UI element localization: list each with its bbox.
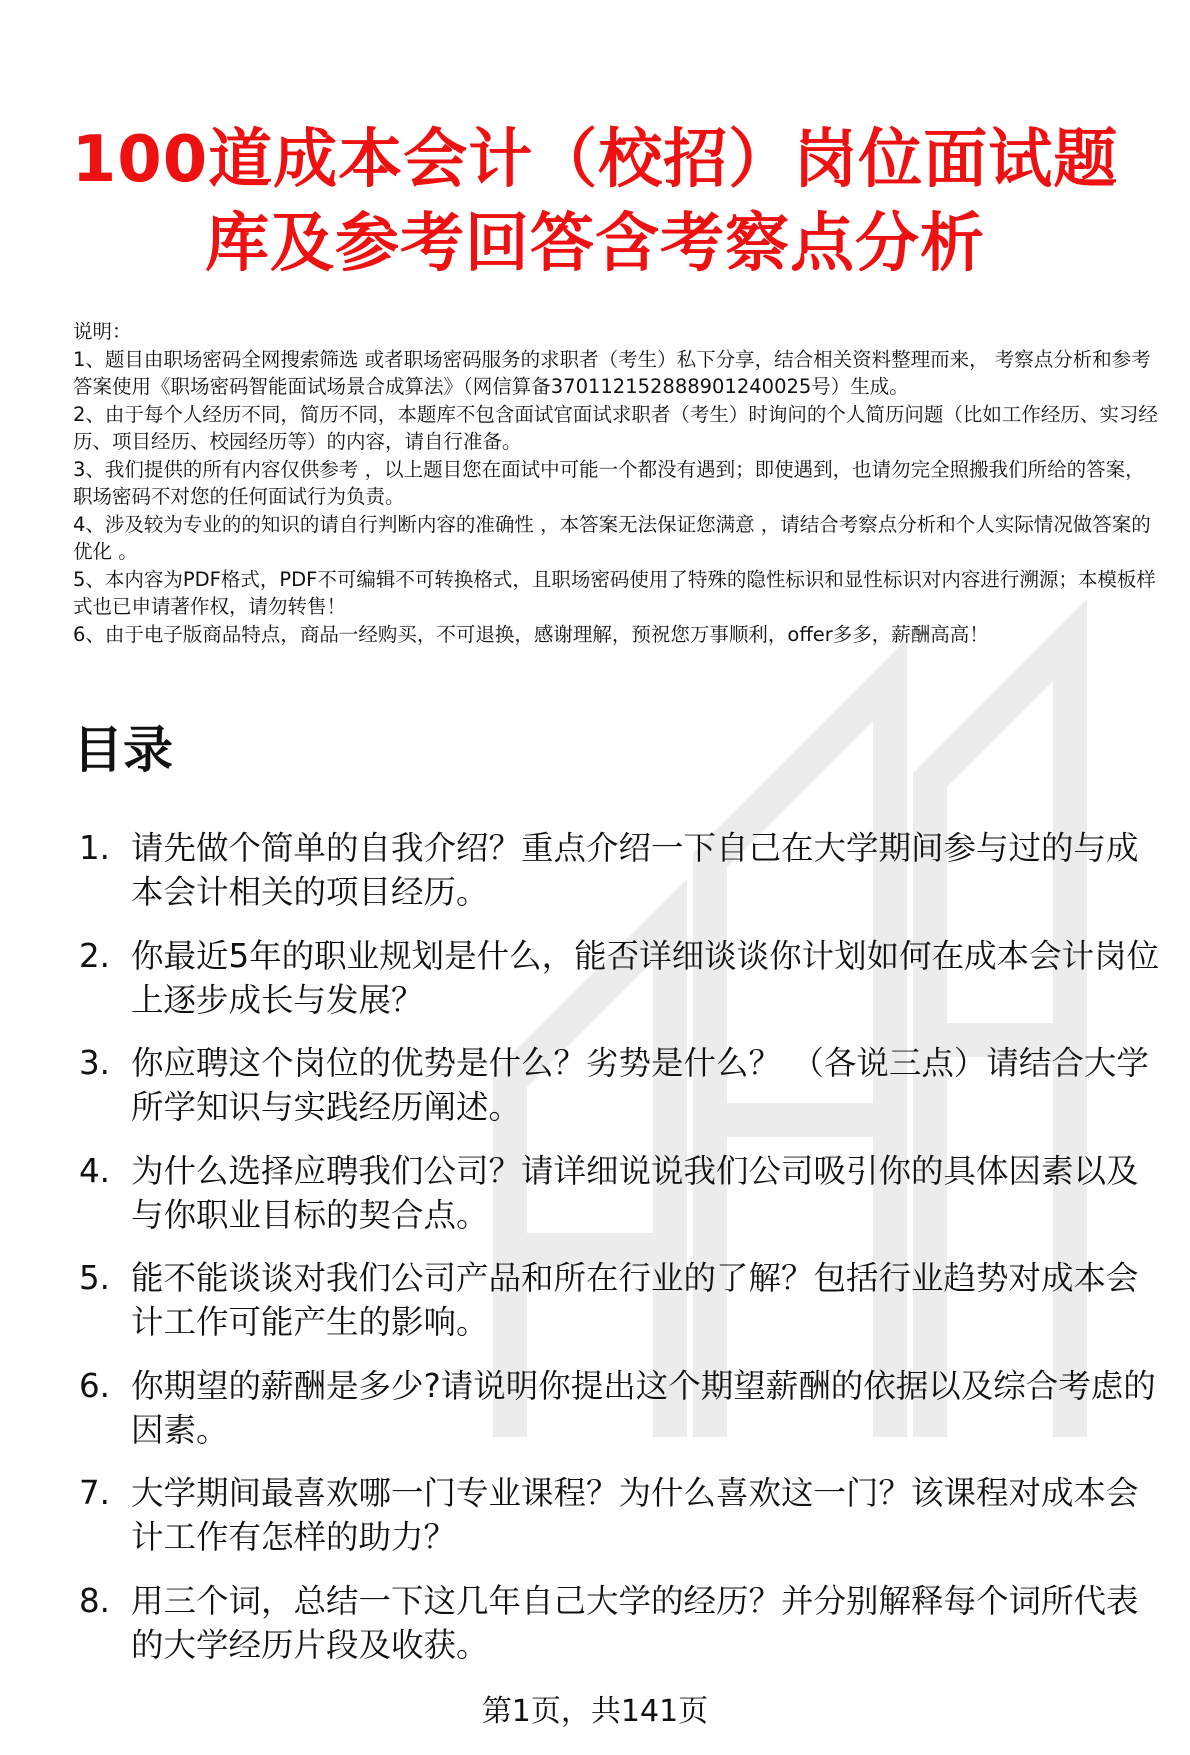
title-line-1: 100道成本会计（校招）岗位面试题	[71, 123, 1119, 197]
note-item: 3、我们提供的所有内容仅供参考 ，以上题目您在面试中可能一个都没有遇到；即使遇到，也请勿完全照搬我们所给的答案，职场密码不对您的任何面试行为负责。	[73, 457, 1145, 508]
toc-item-text: 你期望的薪酬是多少?请说明你提出这个期望薪酬的依据以及综合考虑的因素。	[131, 1366, 1156, 1449]
toc-item-text: 你最近5年的职业规划是什么，能否详细谈谈你计划如何在成本会计岗位上逐步成长与发展？	[131, 936, 1160, 1019]
toc-item[interactable]	[73, 1256, 1163, 1344]
toc-item-number: 1.	[79, 829, 111, 867]
toc-item-text: 为什么选择应聘我们公司？请详细说说我们公司吸引你的具体因素以及与你职业目标的契合点。	[131, 1151, 1139, 1234]
toc-list	[73, 826, 1163, 1686]
toc-item-text: 用三个词，总结一下这几年自己大学的经历？并分别解释每个词所代表的大学经历片段及收获。	[131, 1581, 1139, 1664]
toc-item[interactable]	[73, 1471, 1163, 1559]
toc-item-number: 4.	[79, 1151, 111, 1190]
toc-item-text: 你应聘这个岗位的优势是什么？劣势是什么？ （各说三点）请结合大学所学知识与实践经历阐述。	[131, 1044, 1149, 1126]
note-item: 1、题目由职场密码全网搜索筛选 或者职场密码服务的求职者（考生）私下分享，结合相关资料整理而来， 考察点分析和参考答案使用《职场密码智能面试场景合成算法》（网信算备370112152888901240025号）生成。	[73, 347, 1151, 398]
toc-item[interactable]	[73, 1149, 1163, 1237]
toc-item-number: 8.	[79, 1581, 111, 1620]
page-footer: 第1页，共141页	[481, 1694, 709, 1729]
toc-heading: 目录	[73, 721, 173, 779]
toc-item-text: 能不能谈谈对我们公司产品和所在行业的了解？包括行业趋势对成本会计工作可能产生的影响。	[131, 1259, 1139, 1341]
notes-section	[73, 318, 1158, 648]
toc-item-number: 6.	[79, 1366, 111, 1405]
toc-item-text: 大学期间最喜欢哪一门专业课程？为什么喜欢这一门？该课程对成本会计工作有怎样的助力？	[131, 1474, 1139, 1556]
toc-item-number: 5.	[79, 1259, 111, 1297]
toc-item[interactable]	[73, 1579, 1163, 1667]
document-title	[60, 118, 1130, 286]
toc-item-number: 2.	[79, 936, 111, 975]
note-item: 5、本内容为PDF格式，PDF不可编辑不可转换格式，且职场密码使用了特殊的隐性标识和显性标识对内容进行溯源；本模板样式也已申请著作权，请勿转售！	[73, 567, 1156, 618]
toc-item-number: 7.	[79, 1474, 111, 1512]
toc-item[interactable]	[73, 1041, 1163, 1129]
note-item: 2、由于每个人经历不同，简历不同，本题库不包含面试官面试求职者（考生）时询问的个人简历问题（比如工作经历、实习经历、项目经历、校园经历等）的内容，请自行准备。	[73, 402, 1158, 453]
toc-item[interactable]	[73, 826, 1163, 914]
toc-item-text: 请先做个简单的自我介绍？重点介绍一下自己在大学期间参与过的与成本会计相关的项目经历。	[131, 829, 1139, 911]
title-line-2: 库及参考回答含考察点分析	[205, 207, 985, 281]
note-item: 6、由于电子版商品特点，商品一经购买，不可退换，感谢理解，预祝您万事顺利，offer多多，薪酬高高！	[73, 622, 989, 646]
notes-heading: 说明：	[73, 320, 132, 343]
toc-item[interactable]	[73, 1364, 1163, 1452]
toc-item-number: 3.	[79, 1044, 111, 1082]
note-item: 4、涉及较为专业的的知识的请自行判断内容的准确性 ，本答案无法保证您满意 ，请结合考察点分析和个人实际情况做答案的优化 。	[73, 512, 1151, 563]
toc-item[interactable]	[73, 934, 1163, 1022]
